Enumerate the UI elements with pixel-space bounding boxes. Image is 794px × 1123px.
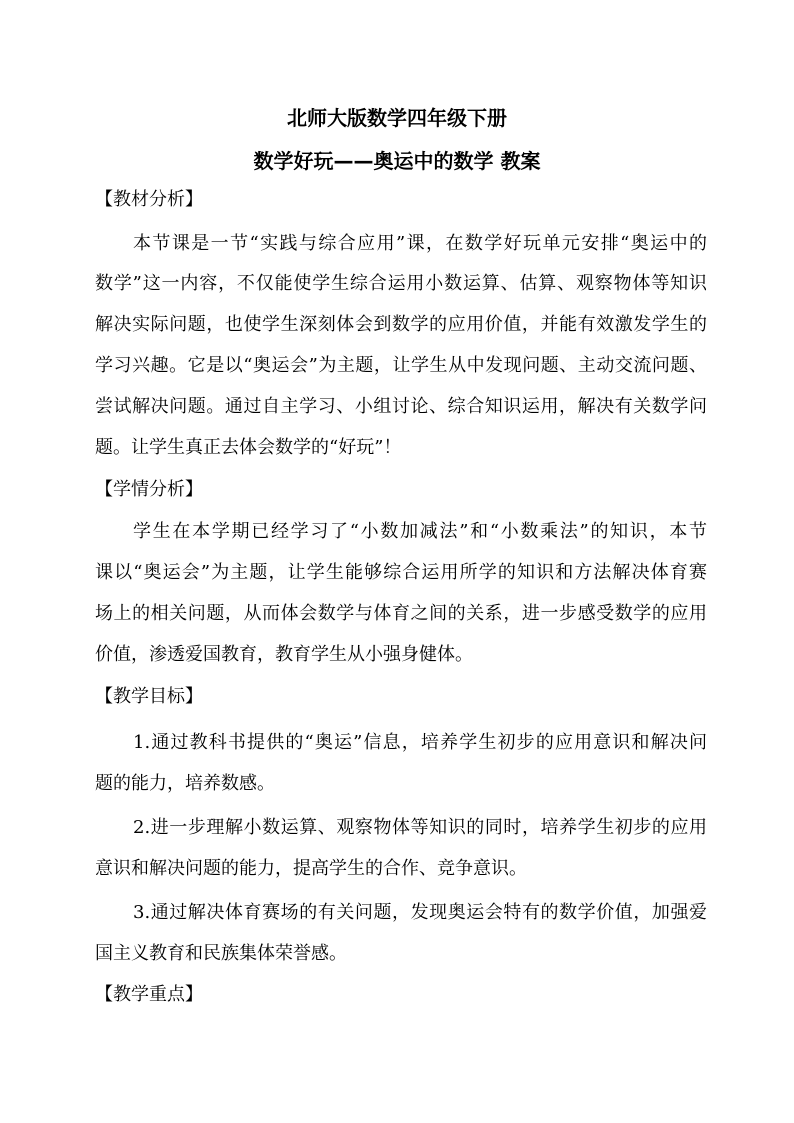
paragraph-line: 题。让学生真正去体会数学的“好玩”！ bbox=[95, 437, 402, 458]
paragraph-line: 尝试解决问题。通过自主学习、小组讨论、综合知识运用，解决有关数学问 bbox=[95, 396, 707, 417]
objective-line: 3.通过解决体育赛场的有关问题，发现奥运会特有的数学价值，加强爱 bbox=[133, 902, 707, 923]
objective-line: 2.进一步理解小数运算、观察物体等知识的同时，培养学生初步的应用 bbox=[133, 817, 707, 838]
paragraph-line: 本节课是一节“实践与综合应用”课，在数学好玩单元安排“奥运中的 bbox=[133, 233, 707, 254]
objective-line: 1.通过教科书提供的“奥运”信息，培养学生初步的应用意识和解决问 bbox=[133, 732, 707, 753]
section-heading-textbook-analysis: 【教材分析】 bbox=[95, 189, 203, 210]
document-title: 北师大版数学四年级下册 bbox=[287, 106, 507, 130]
paragraph-line: 解决实际问题，也使学生深刻体会到数学的应用价值，并能有效激发学生的 bbox=[95, 314, 707, 335]
objective-line: 题的能力，培养数感。 bbox=[95, 773, 275, 794]
paragraph-line: 数学”这一内容，不仅能使学生综合运用小数运算、估算、观察物体等知识 bbox=[95, 273, 707, 294]
section-heading-student-analysis: 【学情分析】 bbox=[95, 479, 203, 500]
paragraph-line: 课以“奥运会”为主题，让学生能够综合运用所学的知识和方法解决体育赛 bbox=[95, 562, 707, 583]
objective-line: 国主义教育和民族集体荣誉感。 bbox=[95, 943, 347, 964]
paragraph-line: 场上的相关问题，从而体会数学与体育之间的关系，进一步感受数学的应用 bbox=[95, 603, 707, 624]
section-heading-teaching-objectives: 【教学目标】 bbox=[95, 686, 203, 707]
document-subtitle: 数学好玩——奥运中的数学 教案 bbox=[253, 149, 541, 173]
paragraph-line: 学习兴趣。它是以“奥运会”为主题，让学生从中发现问题、主动交流问题、 bbox=[95, 355, 707, 376]
paragraph-line: 价值，渗透爱国教育，教育学生从小强身健体。 bbox=[95, 644, 473, 665]
paragraph-line: 学生在本学期已经学习了“小数加减法”和“小数乘法”的知识，本节 bbox=[133, 521, 707, 542]
section-heading-teaching-focus: 【教学重点】 bbox=[95, 984, 203, 1005]
objective-line: 意识和解决问题的能力，提高学生的合作、竞争意识。 bbox=[95, 858, 527, 879]
